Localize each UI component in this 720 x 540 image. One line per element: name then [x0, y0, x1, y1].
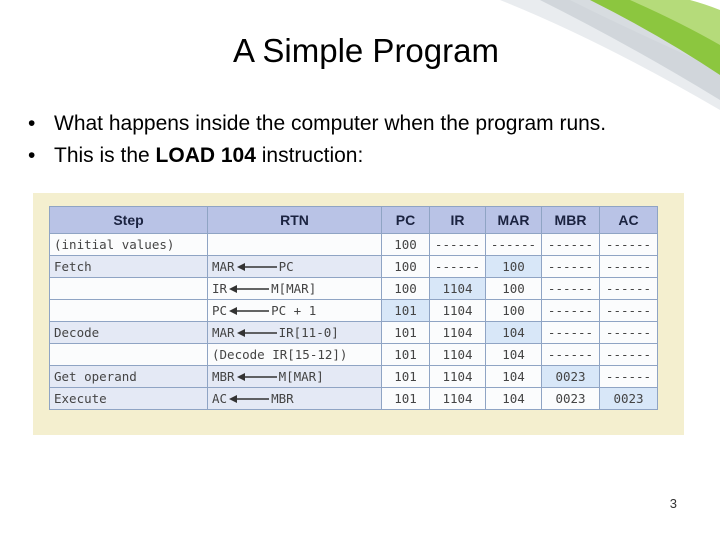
table-row	[50, 256, 658, 278]
table-row	[50, 278, 658, 300]
cell-mar: 100	[486, 300, 542, 322]
rtn-source: M[MAR]	[271, 281, 317, 296]
rtn-destination: IR	[212, 281, 228, 296]
cell-ac: ------	[600, 322, 658, 344]
cell-mbr: ------	[542, 256, 600, 278]
cell-mar: 100	[486, 278, 542, 300]
table-header-row	[50, 207, 658, 234]
cell-ir: 1104	[430, 344, 486, 366]
cell-pc: 101	[382, 322, 430, 344]
cell-mbr: ------	[542, 278, 600, 300]
cell-mbr: 0023	[542, 366, 600, 388]
header-ir: IR	[430, 207, 486, 234]
cell-ir: ------	[430, 256, 486, 278]
cell-pc: 100	[382, 278, 430, 300]
cell-mbr: ------	[542, 344, 600, 366]
table-row	[50, 300, 658, 322]
bullet-item	[28, 140, 606, 172]
table-row	[50, 388, 658, 410]
cell-pc: 101	[382, 344, 430, 366]
left-arrow-icon	[235, 325, 279, 340]
bullet-text-after: instruction:	[255, 144, 364, 167]
cell-pc: 100	[382, 256, 430, 278]
rtn-destination: AC	[212, 391, 228, 406]
bullet-dot: •	[28, 112, 36, 135]
cell-step: Get operand	[50, 366, 208, 388]
bullet-text: What happens inside the computer when the program runs.	[54, 112, 607, 135]
slide-number: 3	[669, 496, 677, 511]
cell-rtn	[208, 388, 382, 410]
cell-ac: ------	[600, 278, 658, 300]
cell-ac: ------	[600, 256, 658, 278]
cell-pc: 101	[382, 300, 430, 322]
bullet-list	[28, 108, 606, 172]
header-mbr: MBR	[542, 207, 600, 234]
table-row	[50, 344, 658, 366]
bullet-instruction: LOAD 104	[155, 144, 256, 167]
rtn-source: PC + 1	[271, 303, 317, 318]
cell-mbr: ------	[542, 234, 600, 256]
cell-step: (initial values)	[50, 234, 208, 256]
cell-mar: 104	[486, 322, 542, 344]
bullet-item	[28, 108, 606, 140]
cell-rtn	[208, 278, 382, 300]
cell-step	[50, 300, 208, 322]
cell-rtn	[208, 256, 382, 278]
trace-table-panel	[33, 193, 684, 435]
rtn-destination: MAR	[212, 259, 235, 274]
header-ac: AC	[600, 207, 658, 234]
cell-rtn	[208, 322, 382, 344]
rtn-source: MBR	[271, 391, 294, 406]
table-body	[50, 234, 658, 410]
cell-ac: 0023	[600, 388, 658, 410]
table-row	[50, 366, 658, 388]
cell-step: Fetch	[50, 256, 208, 278]
header-rtn: RTN	[208, 207, 382, 234]
cell-pc: 101	[382, 366, 430, 388]
cell-ir: 1104	[430, 322, 486, 344]
rtn-source: M[MAR]	[278, 369, 324, 384]
trace-table	[49, 206, 658, 410]
cell-pc: 101	[382, 388, 430, 410]
cell-rtn	[208, 366, 382, 388]
left-arrow-icon	[227, 391, 271, 406]
cell-step: Decode	[50, 322, 208, 344]
cell-mbr: 0023	[542, 388, 600, 410]
header-pc: PC	[382, 207, 430, 234]
cell-rtn	[208, 300, 382, 322]
cell-mar: 104	[486, 366, 542, 388]
table-row	[50, 322, 658, 344]
bullet-dot: •	[28, 144, 36, 167]
left-arrow-icon	[227, 281, 271, 296]
left-arrow-icon	[235, 259, 279, 274]
header-mar: MAR	[486, 207, 542, 234]
rtn-destination: MAR	[212, 325, 235, 340]
left-arrow-icon	[227, 303, 271, 318]
bullet-text-before: This is the	[54, 144, 156, 167]
cell-mar: 104	[486, 388, 542, 410]
rtn-source: PC	[278, 259, 294, 274]
table-row	[50, 234, 658, 256]
cell-ac: ------	[600, 344, 658, 366]
cell-ac: ------	[600, 300, 658, 322]
cell-mbr: ------	[542, 322, 600, 344]
cell-mbr: ------	[542, 300, 600, 322]
cell-ac: ------	[600, 366, 658, 388]
rtn-text: (Decode IR[15-12])	[212, 347, 348, 362]
cell-ac: ------	[600, 234, 658, 256]
rtn-source: IR[11-0]	[278, 325, 339, 340]
rtn-destination: PC	[212, 303, 228, 318]
cell-ir: 1104	[430, 388, 486, 410]
cell-ir: 1104	[430, 366, 486, 388]
header-step: Step	[50, 207, 208, 234]
cell-ir: 1104	[430, 278, 486, 300]
left-arrow-icon	[235, 369, 279, 384]
slide-title: A Simple Program	[233, 32, 499, 69]
cell-mar: ------	[486, 234, 542, 256]
cell-ir: 1104	[430, 300, 486, 322]
cell-pc: 100	[382, 234, 430, 256]
cell-mar: 104	[486, 344, 542, 366]
cell-step	[50, 278, 208, 300]
cell-rtn	[208, 234, 382, 256]
cell-step	[50, 344, 208, 366]
rtn-destination: MBR	[212, 369, 235, 384]
cell-ir: ------	[430, 234, 486, 256]
cell-step: Execute	[50, 388, 208, 410]
cell-mar: 100	[486, 256, 542, 278]
cell-rtn	[208, 344, 382, 366]
